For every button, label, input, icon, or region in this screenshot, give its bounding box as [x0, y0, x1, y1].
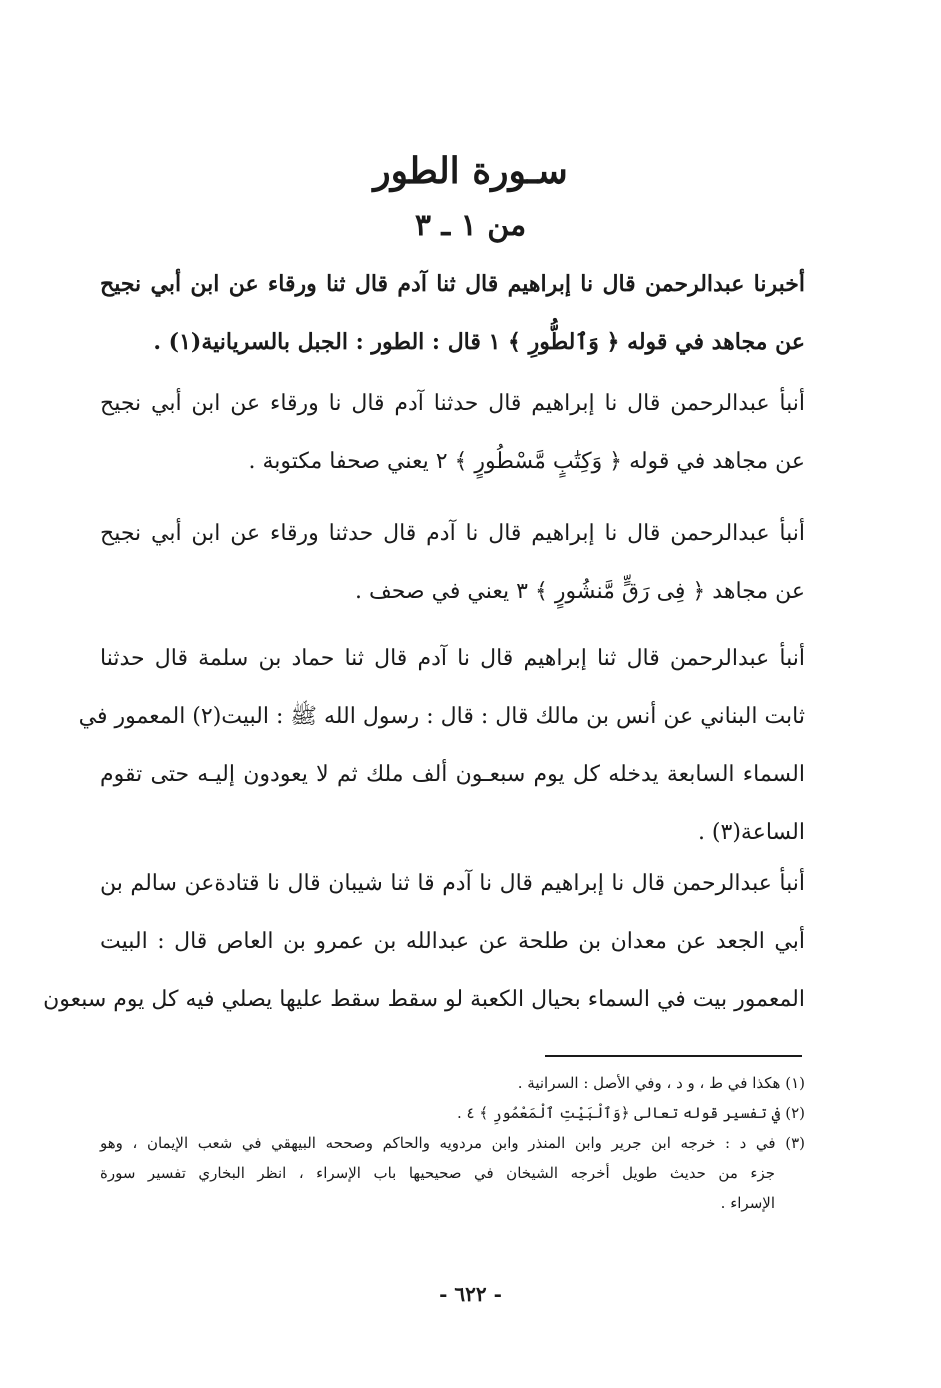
paragraph-1	[100, 255, 805, 371]
footnotes	[100, 1068, 805, 1218]
text-line: الساعة(٣) .	[697, 820, 805, 845]
text-line: أنبأ عبدالرحمن قال نا إبراهيم قال نا آدم قال حدثنا ورقاء عن ابن أبي نجيح	[100, 521, 805, 546]
surah-title: سـورة الطور	[373, 150, 568, 192]
text-line: السماء السابعة يدخله كل يوم سبعـون ألف ملك ثم لا يعودون إليـه حتى تقوم	[100, 762, 805, 787]
text-line: أنبأ عبدالرحمن قال نا إبراهيم قال حدثنا آدم قال نا ورقاء عن ابن أبي نجيح	[100, 391, 805, 416]
text-line: عن مجاهد في قوله ﴿ وَكِتَٰبٍ مَّسْطُورٍ ﴾ ٢ يعني صحفا مكتوبة .	[248, 449, 805, 474]
text-line: أبي الجعد عن معدان بن طلحة عن عبدالله بن عمرو بن العاص قال : البيت	[100, 929, 805, 954]
text-line: عن مجاهد ﴿ فِى رَقٍّ مَّنشُورٍ ﴾ ٣ يعني في صحف .	[354, 579, 805, 604]
footnote-line: (١) هكذا في ط ، و د ، وفي الأصل : السرانية .	[517, 1074, 805, 1092]
footnote-line: (٣) في د : خرجه ابن جرير وابن المنذر وابن مردويه والحاكم وصححه البيهقي في شعب الإيمان ، وهو	[100, 1134, 805, 1152]
paragraph-4	[78, 630, 805, 862]
text-line: عن مجاهد في قوله ﴿ وَٱلطُّورِ ﴾ ١ قال : الطور : الجبل بالسريانية(١) .	[153, 329, 805, 355]
text-line: أنبأ عبدالرحمن قال نا إبراهيم قال نا آدم قا ثنا شيبان قال نا قتادةعن سالم بن	[100, 871, 805, 896]
verse-range: من ١ ـ ٣	[414, 208, 527, 243]
text-line: أخبرنا عبدالرحمن قال نا إبراهيم قال ثنا آدم قال ثنا ورقاء عن ابن أبي نجيح	[100, 271, 805, 297]
footnote-line: جزء من حديث طويل أخرجه الشيخان في صحيحيها باب الإسراء ، انظر البخاري تفسير سورة	[100, 1164, 775, 1182]
paragraph-5	[43, 855, 805, 1029]
footnote-divider	[545, 1055, 802, 1057]
footnote-line: (٢) في تفسير قوله تعالى ﴿وَٱلْبَيْتِ ٱلْمَعْمُورِ ﴾ ٤ .	[457, 1104, 805, 1122]
paragraph-3	[100, 505, 805, 621]
page-number: - ٦٢٢ -	[439, 1282, 502, 1306]
text-line: المعمور بيت في السماء بحيال الكعبة لو سقط سقط عليها يصلي فيه كل يوم سبعون	[43, 987, 805, 1012]
footnote-line: الإسراء .	[720, 1194, 775, 1212]
paragraph-2	[100, 375, 805, 491]
text-line: أنبأ عبدالرحمن قال ثنا إبراهيم قال نا آدم قال ثنا حماد بن سلمة قال حدثنا	[100, 646, 805, 671]
text-line: ثابت البناني عن أنس بن مالك قال : قال : رسول الله ﷺ : البيت(٢) المعمور في	[78, 704, 805, 729]
